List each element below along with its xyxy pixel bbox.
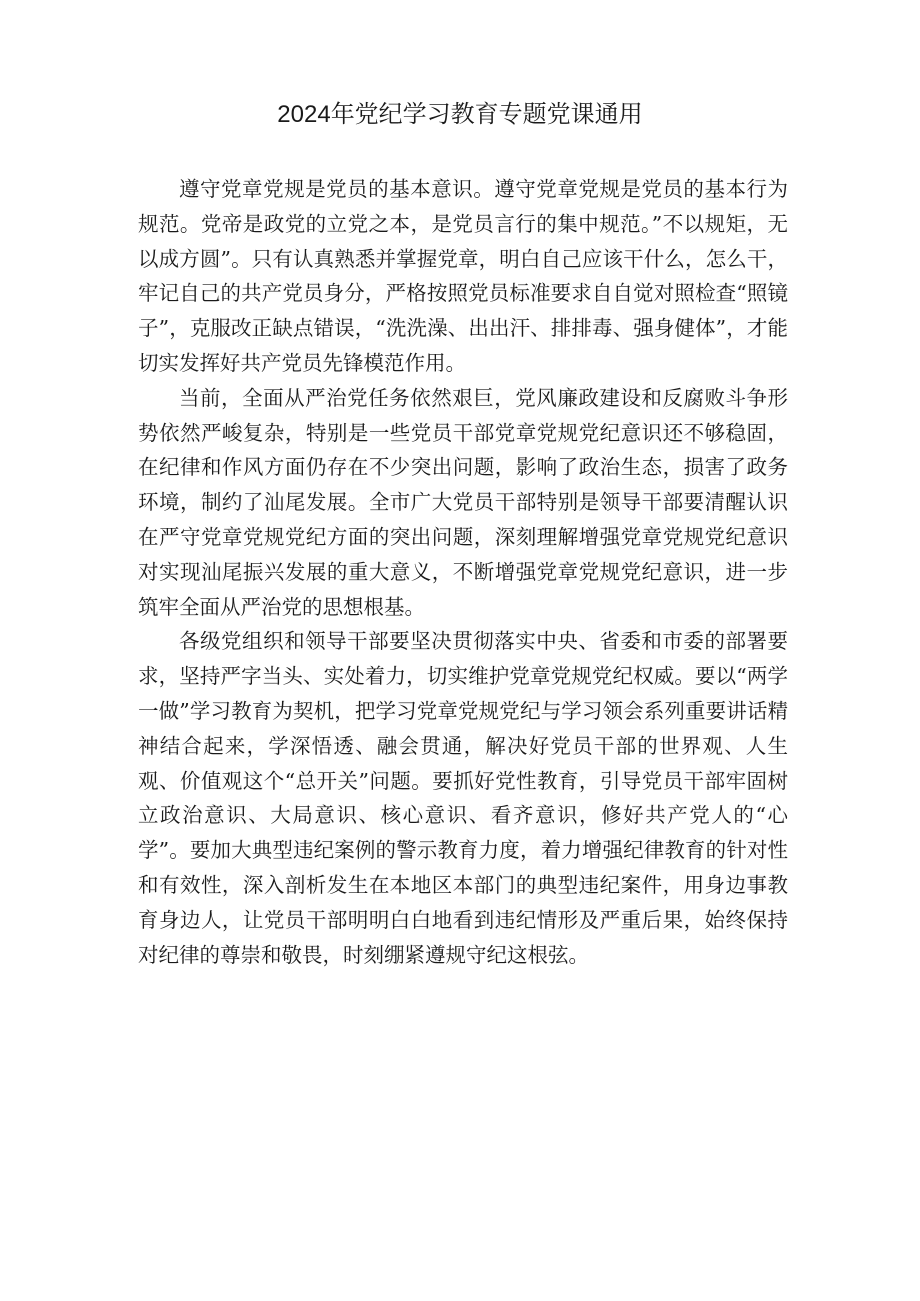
body-paragraph-2: 当前，全面从严治党任务依然艰巨，党风廉政建设和反腐败斗争形势依然严峻复杂，特别是一些党员干部党章党规党纪意识还不够稳固，在纪律和作风方面仍存在不少突出问题，影响了政治生态，损害了政务环境，制约了汕尾发展。全市广大党员干部特别是领导干部要清醒认识在严守党章党规党纪方面的突出问题，深刻理解增强党章党规党纪意识对实现汕尾振兴发展的重大意义，不断增强党章党规党纪意识，进一步筑牢全面从严治党的思想根基。 <box>138 385 788 619</box>
body-paragraph-1: 遵守党章党规是党员的基本意识。遵守党章党规是党员的基本行为规范。党帝是政党的立党之本，是党员言行的集中规范。”不以规矩，无以成方圆”。只有认真熟悉并掌握党章，明白自己应该干什么，怎么干，牢记自己的共产党员身分，严格按照党员标准要求自自觉对照检查“照镜子”，克服改正缺点错误，“洗洗澡、出出汗、排排毒、强身健体”，才能切实发挥好共产党员先锋模范作用。 <box>138 177 788 375</box>
document-title: 2024年党纪学习教育专题党课通用 <box>277 101 643 128</box>
document-body <box>138 172 788 972</box>
body-paragraph-3: 各级党组织和领导干部要坚决贯彻落实中央、省委和市委的部署要求，坚持严字当头、实处着力，切实维护党章党规党纪权威。要以“两学一做”学习教育为契机，把学习党章党规党纪与学习领会系列重要讲话精神结合起来，学深悟透、融会贯通，解决好党员干部的世界观、人生观、价值观这个“总开关”问题。要抓好党性教育，引导党员干部牢固树立政治意识、大局意识、核心意识、看齐意识，修好共产党人的“心学”。要加大典型违纪案例的警示教育力度，着力增强纪律教育的针对性和有效性，深入剖析发生在本地区本部门的典型违纪案件，用身边事教育身边人，让党员干部明明白白地看到违纪情形及严重后果，始终保持对纪律的尊崇和敬畏，时刻绷紧遵规守纪这根弦。 <box>138 629 788 967</box>
